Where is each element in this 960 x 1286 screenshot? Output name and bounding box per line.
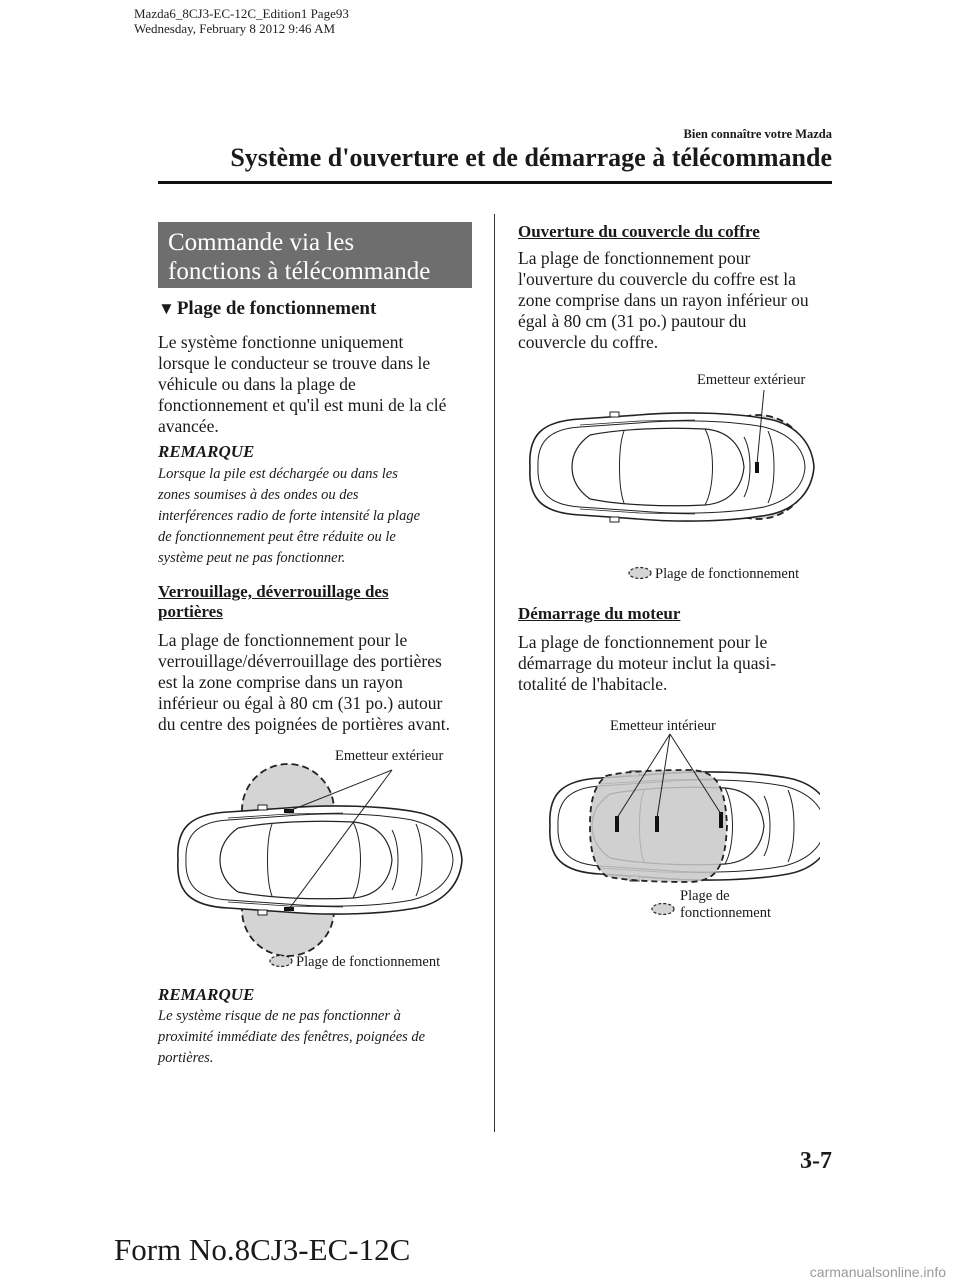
watermark: carmanualsonline.info bbox=[809, 1264, 946, 1280]
antenna-front bbox=[615, 816, 619, 832]
fig1-antenna-label: Emetteur extérieur bbox=[335, 748, 444, 764]
intro-line: avancée. bbox=[158, 416, 219, 436]
subheading-verrouillage bbox=[158, 582, 389, 622]
paragraph-line: inférieur ou égal à 80 cm (31 po.) autour bbox=[158, 693, 443, 713]
intro-line: véhicule ou dans la plage de bbox=[158, 374, 356, 394]
antenna-rear bbox=[719, 812, 723, 828]
subheading-demarrage: Démarrage du moteur bbox=[518, 604, 681, 623]
paragraph-line: zone comprise dans un rayon inférieur ou bbox=[518, 290, 809, 310]
fig3-antenna-label: Emetteur intérieur bbox=[610, 718, 716, 734]
note-line: Lorsque la pile est déchargée ou dans les bbox=[158, 466, 398, 482]
range-label-line: fonctionnement bbox=[680, 905, 772, 921]
subheading-line: Verrouillage, déverrouillage des bbox=[158, 582, 389, 601]
chapter-label: Bien connaître votre Mazda bbox=[683, 127, 832, 141]
note-line: proximité immédiate des fenêtres, poignées de bbox=[158, 1029, 426, 1045]
form-number: Form No.8CJ3-EC-12C bbox=[114, 1232, 411, 1267]
demarrage-paragraph bbox=[518, 632, 776, 695]
car-top-view bbox=[178, 805, 462, 915]
fig1-range-label: Plage de fonctionnement bbox=[296, 954, 441, 970]
paragraph-line: couvercle du coffre. bbox=[518, 332, 659, 352]
paragraph-line: égal à 80 cm (31 po.) pautour du bbox=[518, 311, 747, 331]
intro-line: fonctionnement et qu'il est muni de la clé bbox=[158, 395, 447, 415]
paragraph-line: est la zone comprise dans un rayon bbox=[158, 672, 403, 692]
paragraph-line: totalité de l'habitacle. bbox=[518, 674, 668, 694]
paragraph-line: La plage de fonctionnement pour le bbox=[518, 632, 768, 652]
paragraph-line: l'ouverture du couvercle du coffre est la bbox=[518, 269, 796, 289]
note-line: de fonctionnement peut être réduite ou le bbox=[158, 529, 396, 545]
note-1-title: REMARQUE bbox=[158, 442, 255, 461]
fig2-antenna-label: Emetteur extérieur bbox=[697, 372, 806, 388]
coffre-paragraph bbox=[518, 248, 809, 353]
note-line: portières. bbox=[158, 1050, 214, 1066]
print-meta-line-2: Wednesday, February 8 2012 9:46 AM bbox=[134, 21, 336, 36]
fig3-range-label bbox=[680, 888, 771, 922]
heading-plage bbox=[158, 298, 376, 320]
paragraph-line: verrouillage/déverrouillage des portières bbox=[158, 651, 442, 671]
range-legend-icon bbox=[650, 902, 676, 916]
triangle-marker-icon: ▼ bbox=[158, 299, 175, 318]
subheading-coffre: Ouverture du couvercle du coffre bbox=[518, 222, 760, 241]
header-rule bbox=[158, 181, 832, 184]
note-line: interférences radio de forte intensité la plage bbox=[158, 508, 421, 524]
heading-plage-text: Plage de fonctionnement bbox=[176, 298, 377, 319]
banner-line-2: fonctions à télécommande bbox=[168, 258, 431, 285]
note-line: Le système risque de ne pas fonctionner à bbox=[158, 1008, 401, 1024]
range-legend-icon bbox=[268, 954, 294, 968]
range-legend-icon bbox=[627, 566, 653, 580]
fig2-range-label: Plage de fonctionnement bbox=[655, 566, 800, 582]
note-2-body bbox=[158, 1006, 425, 1069]
paragraph-line: La plage de fonctionnement pour le bbox=[158, 630, 408, 650]
note-1-body bbox=[158, 464, 420, 569]
antenna-middle bbox=[655, 816, 659, 832]
intro-paragraph bbox=[158, 332, 446, 437]
page-number: 3-7 bbox=[800, 1148, 832, 1174]
note-line: système peut ne pas fonctionner. bbox=[158, 550, 346, 566]
note-2-title: REMARQUE bbox=[158, 985, 255, 1004]
paragraph-line: démarrage du moteur inclut la quasi- bbox=[518, 653, 777, 673]
figure-door-range bbox=[160, 740, 480, 980]
verrouillage-paragraph bbox=[158, 630, 450, 735]
banner-line-1: Commande via les bbox=[168, 229, 355, 256]
section-banner bbox=[158, 222, 472, 288]
intro-line: lorsque le conducteur se trouve dans le bbox=[158, 353, 431, 373]
range-label-line: Plage de bbox=[680, 888, 730, 904]
print-meta-line-1: Mazda6_8CJ3-EC-12C_Edition1 Page93 bbox=[134, 6, 349, 21]
paragraph-line: du centre des poignées de portières avant. bbox=[158, 714, 451, 734]
paragraph-line: La plage de fonctionnement pour bbox=[518, 248, 751, 268]
car-top-view bbox=[530, 412, 814, 522]
note-line: zones soumises à des ondes ou des bbox=[158, 487, 359, 503]
column-divider bbox=[494, 214, 495, 1132]
section-title: Système d'ouverture et de démarrage à télécommande bbox=[230, 143, 832, 172]
intro-line: Le système fonctionne uniquement bbox=[158, 332, 404, 352]
subheading-line: portières bbox=[158, 602, 223, 621]
